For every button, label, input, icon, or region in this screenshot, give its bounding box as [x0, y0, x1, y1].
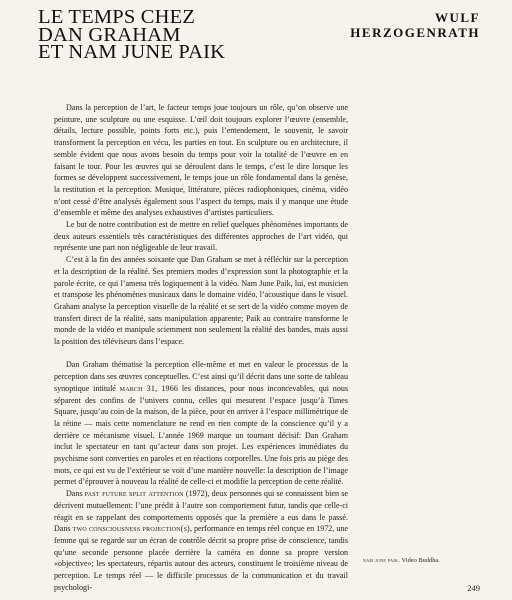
paragraph-1: Dans la perception de l’art, le facteur temps joue toujours un rôle, qu’on observe une peinture, une sculpture ou une esquisse. L’œil doit toujours explorer l’œuvre (ensemble, détails, lecture possible, points forts etc.), puis l’entendement, le souvenir, le savoir transforment la perception en vécu, les parties en tout. En sculpture ou en architecture, il semble évident que nous avons besoin du temps pour voir la totalité de l’œuvre en en faisant le tour. Pour les œuvres qui se déroulent dans le temps, c’est le dire lorsque les formes se développent successivement, le temps joue un rôle fondamental dans la genèse, la restitution et la perception. Musique, littérature, pièces radiophoniques, cinéma, vidéo n’ont cessé d’être analysés également sous l’aspect du temps, mais il y manque une étude d’ensemble et même des analyses exhaustives d’artistes particuliers.: [54, 103, 348, 218]
work-title-two-consciousness: two consciousness projection(s): [72, 524, 190, 534]
author-first-name: WULF: [435, 10, 480, 25]
paragraph-5-text-c: , performance en temps réel conçue en 1972, une femme qui se regarde sur un écran de contrôle décrit sa propre prise de conscience, tandis qu’une seconde personne placée derrière la caméra en donne sa propre version «objective»; les spectateurs, répartis autour des acteurs, constituent le troisième niveau de perception. Le temps réel — le difficile processus de la communication et du travail psychologi-: [54, 524, 348, 592]
article-body: [54, 102, 348, 594]
page-number: 249: [467, 583, 480, 593]
paragraph-4-text-a: Dan Graham thématise la perception elle-même et met en valeur le processus de la perception dans ses œuvres conceptuelles. C’est ainsi qu’il décrit dans une sorte de tableau synoptique intitulé: [54, 360, 348, 393]
paragraph-4-text-b: les distances, pour nous inconcevables, qui nous séparent des confins de l’univers connu, celles qui mesurent l’espace jusqu’à Times Square, jusqu’au coin de la maison, de la pièce, pour en arriver à l’espace millimétrique de la rétine — mais cette nomenclature ne rend en rien compte de la conscience qu’il y a derrière ce mécanisme visuel. L’année 1969 marque un tournant décisif: Dan Graham inclut le spectateur en tant qu’acteur dans son projet. Les expériences immédiates du psychisme sont converties en paroles et en réactions corporelles. Une fois pris au piège des mots, ce qui est vu de l’extérieur se voit d’une manière nouvelle: la description de l’image permet d’éprouver à nouveau la réalité de celle-ci et modifie la perception de cette réalité.: [54, 383, 349, 487]
figure-caption: [363, 557, 493, 565]
caption-work: Video Buddha.: [400, 557, 440, 564]
work-title-march-31: march 31, 1966: [119, 383, 179, 393]
caption-artist: nam june paik.: [363, 557, 401, 564]
paragraph-5: [54, 488, 348, 593]
paragraph-2: Le but de notre contribution est de mettre en relief quelques phénomènes importants de deux auteurs essentiels très caractéristiques des différentes approches de l’art vidéo, qui représente une part non négligeable de leur travail.: [54, 220, 348, 253]
title-line-1: LE TEMPS CHEZ: [38, 6, 196, 28]
paragraph-4: [54, 359, 348, 488]
author-name: [340, 10, 480, 40]
title-line-2: DAN GRAHAM: [38, 23, 181, 46]
work-title-past-future: past future split attention: [84, 489, 184, 499]
article-title: [38, 6, 338, 63]
author-last-name: HERZOGENRATH: [350, 25, 480, 40]
paragraph-5-text-b: (1972), deux personnes qui se connaissent bien se décrivent mutuellement: l’une prédit à l’autre son comportement futur, tandis que celle-ci réagit en se rappelant des comportements opposés que la première a eus dans le passé. Dans: [54, 489, 348, 534]
paragraph-3: C’est à la fin des années soixante que Dan Graham se met à réfléchir sur la perception et la description de la réalité. Ses premiers modes d’expression sont la photographie et la parole écrite, ce qui l’amena très logiquement à la vidéo. Nam June Paik, lui, est musicien et transpose les phénomènes musicaux dans le domaine vidéo, l’acoustique dans le visuel. Graham analyse la perception visuelle de la réalité et se sert de la vidéo comme moyen de transfert direct de la réalité, sans manipulation apparente; Paik au contraire transforme le monde de la vidéo et manipule sciemment non seulement la réalité des bandes, mais aussi la position des téléviseurs dans l’espace.: [54, 255, 348, 347]
paragraph-5-text-a: Dans: [66, 489, 85, 499]
title-line-3: ET NAM JUNE PAIK: [38, 41, 226, 63]
